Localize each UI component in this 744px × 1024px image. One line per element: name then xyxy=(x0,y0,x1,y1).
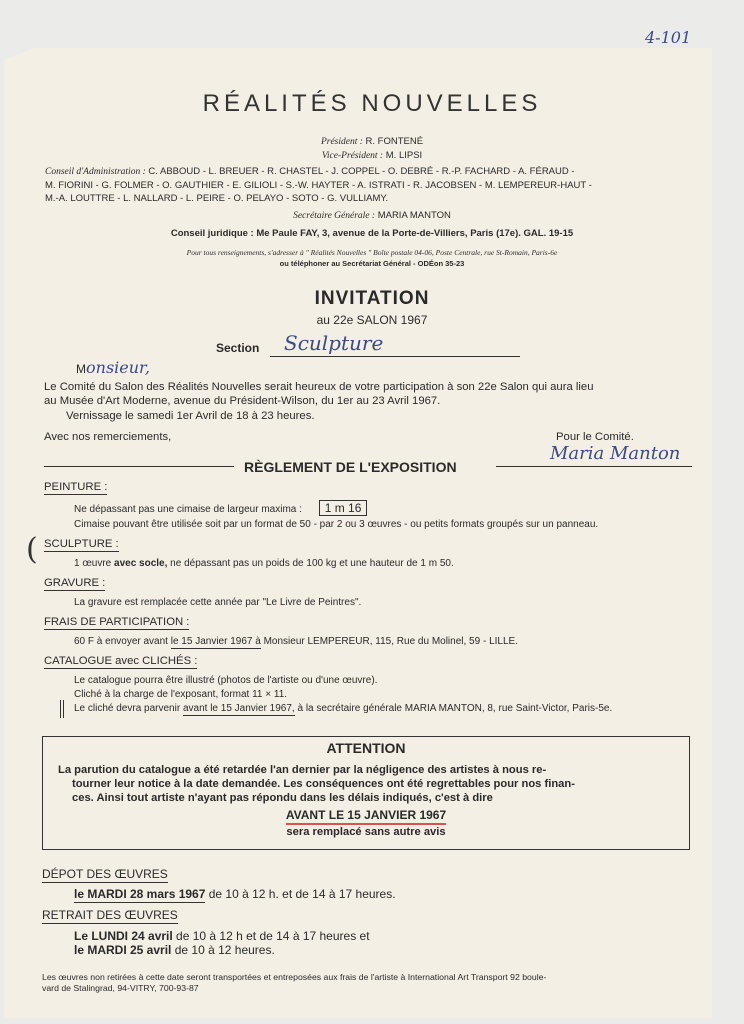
depot-line xyxy=(74,887,396,901)
depot-hours: de 10 à 12 h. et de 14 à 17 heures. xyxy=(208,887,396,901)
retrait-label: RETRAIT DES ŒUVRES xyxy=(42,908,178,922)
sculpture-line-pre: 1 œuvre xyxy=(74,558,112,569)
reglement-rule-right xyxy=(496,466,692,467)
footer-line-1: Les œuvres non retirées à cette date seront transportées et entreposées aux frais de l'artiste à International Art Transport 92 boule- xyxy=(42,972,547,982)
attention-heading: ATTENTION xyxy=(326,740,406,756)
gravure-line: La gravure est remplacée cette année par "Le Livre de Peintres". xyxy=(74,597,362,608)
footer-line-2: vard de Stalingrad, 94-VITRY, 700-93-87 xyxy=(42,983,199,993)
secretaire-line xyxy=(0,210,744,221)
peinture-line-1 xyxy=(74,502,367,516)
president-name: R. FONTENÉ xyxy=(365,136,424,147)
conseil-line-3: M.-A. LOUTTRE - L. NALLARD - L. PEIRE - O. PELAYO - SOTO - G. VULLIAMY. xyxy=(45,193,389,204)
sculpture-line-post: ne dépassant pas un poids de 100 kg et une hauteur de 1 m 50. xyxy=(170,558,454,569)
sculpture-label: SCULPTURE : xyxy=(44,538,119,550)
attention-line-2: tourner leur notice à la date demandée. Les conséquences ont été regrettables pour nos finan- xyxy=(72,778,575,790)
frais-line-pre: 60 F à envoyer avant xyxy=(74,636,168,647)
catalogue-line-3-post: à la secrétaire générale MARIA MANTON, 8, rue Saint-Victor, Paris-5e. xyxy=(297,703,613,714)
vice-president-line xyxy=(0,150,744,161)
margin-bracket-mark: ( xyxy=(26,532,38,567)
attention-line-3: ces. Ainsi tout artiste n'ayant pas répondu dans les délais indiqués, c'est à dire xyxy=(72,792,493,804)
sculpture-line-bold: avec socle, xyxy=(114,558,168,569)
conseil-members-1: C. ABBOUD - L. BREUER - R. CHASTEL - J. COPPEL - O. DEBRÉ - R.-P. FACHARD - A. FÉRAUD - xyxy=(148,166,575,177)
catalogue-line-3 xyxy=(74,703,612,715)
attention-deadline: AVANT LE 15 JANVIER 1967 xyxy=(42,808,690,822)
thanks: Avec nos remerciements, xyxy=(44,431,172,443)
conseil-line-1 xyxy=(45,166,705,177)
president-line xyxy=(0,136,744,147)
invitation-paragraph-1: Le Comité du Salon des Réalités Nouvelles serait heureux de votre participation à son 22e Salon qui aura lieu xyxy=(44,381,594,393)
invitation-paragraph-2: au Musée d'Art Moderne, avenue du Président-Wilson, du 1er au 23 Avril 1967. xyxy=(44,395,441,407)
president-label: Président : xyxy=(320,137,363,147)
catalogue-line-2: Cliché à la charge de l'exposant, format 11 × 11. xyxy=(74,689,288,700)
retrait-hours-2: de 10 à 12 heures. xyxy=(174,943,275,957)
section-label: Section xyxy=(216,341,260,355)
depot-label: DÉPOT DES ŒUVRES xyxy=(42,867,168,881)
conseil-label: Conseil d'Administration : xyxy=(45,167,146,177)
catalogue-line-3-date: avant le 15 Janvier 1967, xyxy=(182,703,295,714)
retrait-day-2: le MARDI 25 avril xyxy=(74,943,172,957)
catalogue-line-1: Le catalogue pourra être illustré (photos de l'artiste ou d'une œuvre). xyxy=(74,675,378,686)
gravure-label: GRAVURE : xyxy=(44,577,106,589)
salutation xyxy=(76,358,150,378)
retrait-hours-1: de 10 à 12 h et de 14 à 17 heures et xyxy=(176,929,370,943)
sculpture-line xyxy=(74,558,454,570)
handwritten-reference: 4-101 xyxy=(645,28,692,47)
frais-line-date: le 15 Janvier 1967 à xyxy=(170,636,261,647)
retrait-line-1 xyxy=(74,929,370,943)
salutation-handwritten: onsieur, xyxy=(86,358,151,377)
attention-line-1: La parution du catalogue a été retardée l'an dernier par la négligence des artistes à nous re- xyxy=(58,764,547,776)
vernissage: Vernissage le samedi 1er Avril de 18 à 23 heures. xyxy=(66,410,315,422)
attention-line-5: sera remplacé sans autre avis xyxy=(286,826,446,838)
catalogue-label: CATALOGUE avec CLICHÉS : xyxy=(44,655,198,667)
org-title: RÉALITÉS NOUVELLES xyxy=(202,90,542,117)
reglement-rule-left xyxy=(44,466,234,467)
peinture-line-1-text: Ne dépassant pas une cimaise de largeur maxima : xyxy=(74,504,302,515)
secretaire-name: MARIA MANTON xyxy=(377,210,451,221)
invitation-subheading: au 22e SALON 1967 xyxy=(316,313,428,327)
retrait-line-2 xyxy=(74,943,275,957)
frais-line-post: Monsieur LEMPEREUR, 115, Rue du Molinel, 59 - LILLE. xyxy=(263,636,518,647)
peinture-label: PEINTURE : xyxy=(44,481,108,493)
salutation-prefix: M xyxy=(76,362,86,376)
depot-date: le MARDI 28 mars 1967 xyxy=(74,887,206,901)
vice-president-label: Vice-Président : xyxy=(321,151,384,161)
peinture-size-box: 1 m 16 xyxy=(319,500,368,516)
contact-line-2: ou téléphoner au Secrétariat Général - ODÉon 35-23 xyxy=(279,259,465,268)
catalogue-line-3-pre: Le cliché devra parvenir xyxy=(74,703,181,714)
peinture-line-2: Cimaise pouvant être utilisée soit par un format de 50 - par 2 ou 3 œuvres - ou petits formats groupés sur un panneau. xyxy=(74,519,599,530)
frais-label: FRAIS DE PARTICIPATION : xyxy=(44,616,190,628)
conseil-line-2: M. FIORINI - G. FOLMER - O. GAUTHIER - E. GILIOLI - S.-W. HAYTER - A. ISTRATI - R. JACOBSEN - M. LEMPEREUR-HAUT - xyxy=(45,180,592,191)
retrait-day-1: Le LUNDI 24 avril xyxy=(74,929,173,943)
frais-line xyxy=(74,636,518,648)
section-underline xyxy=(270,356,520,357)
section-value-handwritten: Sculpture xyxy=(284,331,384,355)
vice-president-name: M. LIPSI xyxy=(385,150,423,161)
invitation-heading: INVITATION xyxy=(314,288,430,309)
conseil-juridique: Conseil juridique : Me Paule FAY, 3, avenue de la Porte-de-Villiers, Paris (17e). GAL. 19-15 xyxy=(170,228,574,239)
pour-le-comite: Pour le Comité. xyxy=(556,431,634,443)
reglement-heading: RÈGLEMENT DE L'EXPOSITION xyxy=(244,459,457,475)
secretaire-label: Secrétaire Générale : xyxy=(293,211,376,221)
margin-double-mark xyxy=(60,700,64,718)
signature-handwritten: Maria Manton xyxy=(550,443,681,464)
contact-line-1: Pour tous renseignements, s'adresser à " Réalités Nouvelles " Boîte postale 04-06, Poste Centrale, rue St-Romain, Paris-6e xyxy=(186,248,558,257)
